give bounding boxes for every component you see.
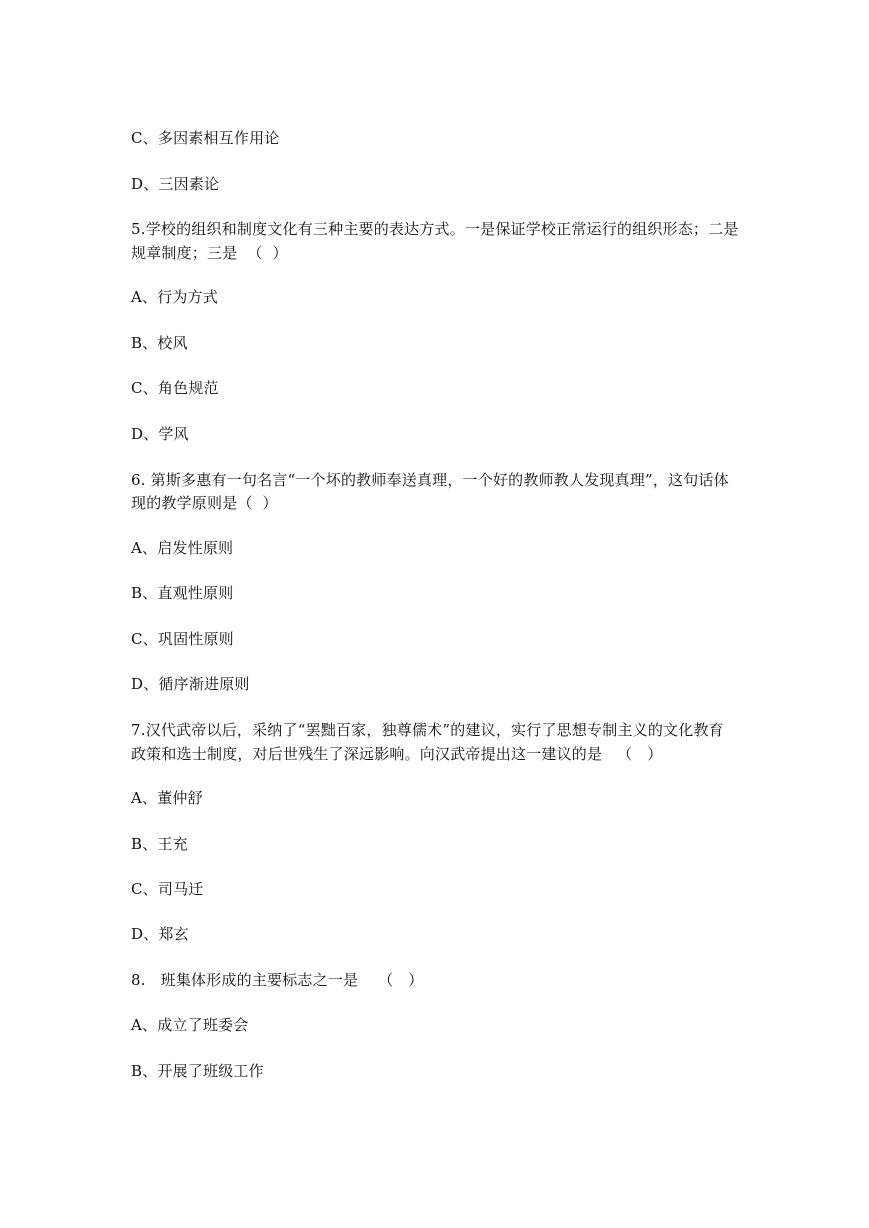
q5-stem-line1: 5.学校的组织和制度文化有三种主要的表达方式。一是保证学校正常运行的组织形态；二是 [131, 220, 739, 238]
q7-option-b: B、王充 [131, 835, 188, 853]
q7-option-a: A、董仲舒 [131, 789, 203, 807]
q6-option-a: A、启发性原则 [131, 539, 234, 557]
q6-option-b: B、直观性原则 [131, 584, 234, 602]
q5-option-c: C、角色规范 [131, 379, 219, 397]
q6-stem-line1: 6. 第斯多惠有一句名言“一个坏的教师奉送真理，一个好的教师教人发现真理”，这句话体 [131, 471, 729, 489]
q5-option-a: A、行为方式 [131, 288, 219, 306]
q5-stem-line2: 规章制度；三是 （ ） [131, 244, 288, 262]
q4-option-c: C、多因素相互作用论 [131, 129, 280, 147]
q8-option-b: B、开展了班级工作 [131, 1062, 264, 1080]
q7-option-c: C、司马迁 [131, 880, 204, 898]
q6-option-d: D、循序渐进原则 [131, 675, 250, 693]
q4-option-d: D、三因素论 [131, 175, 220, 193]
q7-option-d: D、郑玄 [131, 925, 189, 943]
q8-stem-line1: 8. 班集体形成的主要标志之一是 （ ） [131, 971, 424, 989]
q5-option-d: D、学风 [131, 425, 189, 443]
q7-stem-line2: 政策和选士制度，对后世残生了深远影响。向汉武帝提出这一建议的是 （ ） [131, 745, 663, 763]
q6-stem-line2: 现的教学原则是（ ） [131, 494, 278, 512]
q6-option-c: C、巩固性原则 [131, 630, 234, 648]
q5-option-b: B、校风 [131, 334, 188, 352]
q8-option-a: A、成立了班委会 [131, 1016, 249, 1034]
q7-stem-line1: 7.汉代武帝以后，采纳了“罢黜百家，独尊儒术”的建议，实行了思想专制主义的文化教育 [131, 721, 724, 739]
